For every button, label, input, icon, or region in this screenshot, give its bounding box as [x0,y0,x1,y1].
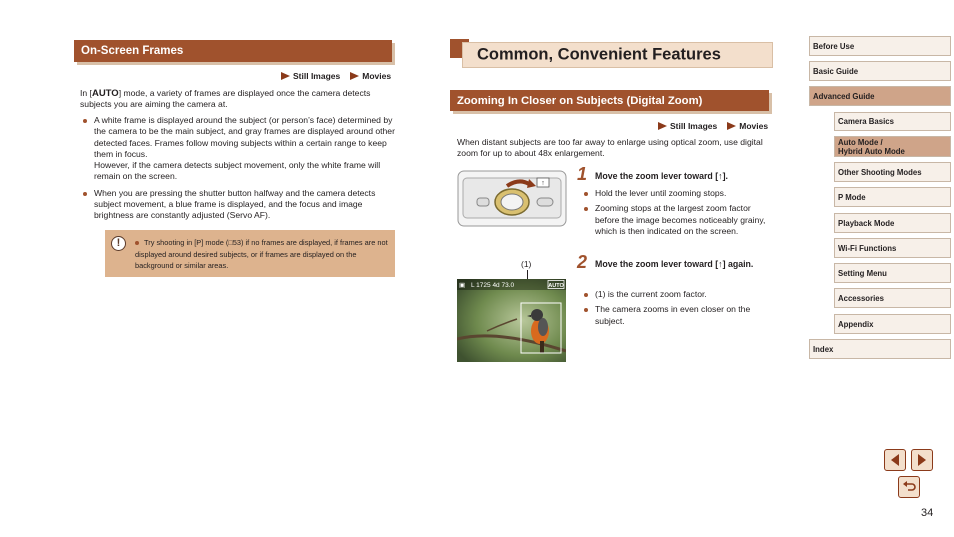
camera-screen-image [457,279,566,362]
bird-photo-svg [457,279,566,362]
mode-tags [658,121,768,131]
mode-tag-movies: Movies [350,71,391,81]
auto-mode-icon: AUTO [91,88,119,99]
note-text: Try shooting in [P] mode (□53) if no frames are displayed, if frames are not displayed around desired subjects, or if frames are displayed on the background or similar areas. [135,238,388,270]
intro-paragraph: In [AUTO] mode, a variety of frames are displayed once the camera detects subjects you are aiming the camera at. [80,88,371,110]
list-item: Hold the lever until zooming stops. [581,188,773,199]
step-1-text: Move the zoom lever toward [↑]. [595,171,728,181]
arrow-right-icon [727,122,736,130]
step-number-2: 2 [577,252,588,272]
svg-text:▣: ▣ [459,282,466,289]
previous-page-button[interactable] [884,449,906,471]
caution-icon: ! [111,236,126,251]
zoom-intro-paragraph: When distant subjects are too far away to enlarge using optical zoom, use digital zoom for up to about 48x enlargement. [457,137,763,159]
list-item: When you are pressing the shutter button halfway and the camera detects subject movement, a blue frame is displayed, and the focus and image brightness are constantly adjusted (Servo AF). [80,188,398,222]
callout-label: (1) [521,259,532,269]
frames-bullet-list [80,115,398,227]
page-title-bar [462,42,773,68]
sidebar-item-other-shooting-modes[interactable]: Other Shooting Modes [834,162,951,182]
arrow-right-icon [658,122,667,130]
camera-zoom-lever-svg [457,170,567,227]
step-1-bullets [581,188,773,242]
step-number-1: 1 [577,164,588,184]
section-header-on-screen-frames [74,40,392,62]
arrow-left-icon [889,453,901,467]
sidebar-item-basic-guide[interactable]: Basic Guide [809,61,951,81]
caution-note-box [105,230,395,277]
sidebar-item-accessories[interactable]: Accessories [834,288,951,308]
return-button[interactable] [898,476,920,498]
sidebar-item-camera-basics[interactable]: Camera Basics [834,112,951,131]
list-item: The camera zooms in even closer on the subject. [581,304,773,327]
sidebar-item-before-use[interactable]: Before Use [809,36,951,56]
svg-text:↑: ↑ [541,180,545,187]
arrow-right-icon [350,72,359,80]
mode-tag-still: Still Images [281,71,340,81]
section-header-text: On-Screen Frames [81,45,184,57]
section-header-digital-zoom [450,90,769,111]
list-item: (1) is the current zoom factor. [581,289,773,300]
sidebar-item-wifi-functions[interactable]: Wi-Fi Functions [834,238,951,258]
list-item: A white frame is displayed around the subject (or person’s face) determined by the camera to be the main subject, and gray frames are displayed around other detected faces. Frames follow moving subjects within a certain range to keep them in focus. However, if the camera detects subject movement, only the white frame will remain on the screen. [80,115,398,183]
sidebar-item-index[interactable]: Index [809,339,951,359]
screen-readout: L 1725 4d 73.0 [471,282,515,289]
list-item: Zooming stops at the largest zoom factor before the image becomes noticeably grainy, which is then indicated on the screen. [581,203,773,237]
next-page-button[interactable] [911,449,933,471]
sidebar-item-advanced-guide[interactable]: Advanced Guide [809,86,951,106]
sidebar-item-p-mode[interactable]: P Mode [834,187,951,207]
page-title: Common, Convenient Features [477,45,721,64]
step-2-text: Move the zoom lever toward [↑] again. [595,259,754,269]
bullet-icon [135,241,139,245]
sidebar-item-auto-mode[interactable]: Auto Mode / Hybrid Auto Mode [834,136,951,157]
step-2-bullets [581,289,773,332]
arrow-right-icon [281,72,290,80]
camera-top-illustration [457,170,567,227]
mode-tag-movies: Movies [727,121,768,131]
sidebar-item-playback-mode[interactable]: Playback Mode [834,213,951,233]
page-number: 34 [921,507,934,519]
arrow-right-icon [916,453,928,467]
screen-auto: AUTO [548,283,564,289]
sidebar-item-setting-menu[interactable]: Setting Menu [834,263,951,283]
section-header-text: Zooming In Closer on Subjects (Digital Zoom) [457,94,703,107]
mode-tag-still: Still Images [658,121,717,131]
mode-tags [281,71,391,81]
return-icon [902,480,916,494]
sidebar-item-appendix[interactable]: Appendix [834,314,951,334]
